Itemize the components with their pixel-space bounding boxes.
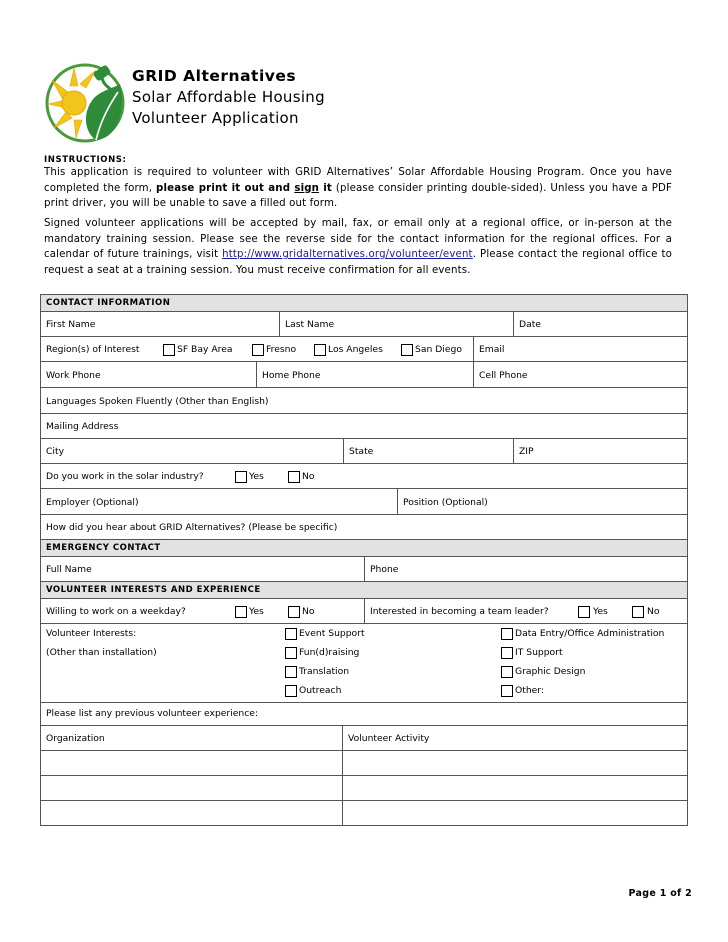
- solar-no-checkbox[interactable]: [288, 471, 300, 483]
- document-title: Volunteer Application: [132, 109, 299, 127]
- activity-input[interactable]: [342, 776, 687, 800]
- contact-section-header: CONTACT INFORMATION: [41, 295, 687, 312]
- mailing-address-field[interactable]: Mailing Address: [41, 414, 687, 439]
- activity-input[interactable]: [342, 751, 687, 775]
- home-phone-field[interactable]: Home Phone: [256, 362, 474, 387]
- employer-row: [41, 489, 687, 515]
- region-label: Region(s) of Interest: [46, 344, 140, 355]
- interest-fundraising-checkbox[interactable]: [285, 647, 297, 659]
- interest-graphic-design-checkbox[interactable]: [501, 666, 513, 678]
- zip-field[interactable]: ZIP: [513, 439, 687, 463]
- leader-no-checkbox[interactable]: [632, 606, 644, 618]
- interest-event-support-checkbox[interactable]: [285, 628, 297, 640]
- interests-row: Volunteer Interests: (Other than installation) Event Support Fun(d)raising Translation Outreach Data Entry/Office Administration IT Support Graphic Design Other:: [41, 624, 687, 703]
- solar-question: Do you work in the solar industry?: [46, 471, 204, 482]
- interest-it-support-checkbox[interactable]: [501, 647, 513, 659]
- organization-column-header: Organization: [46, 733, 105, 744]
- activity-input[interactable]: [342, 801, 687, 825]
- weekday-yes-checkbox[interactable]: [235, 606, 247, 618]
- region-row: Region(s) of Interest SF Bay Area Fresno Los Angeles San Diego Email: [41, 337, 687, 362]
- city-field[interactable]: City: [46, 446, 65, 457]
- emergency-section-header: EMERGENCY CONTACT: [41, 540, 687, 557]
- interest-data-entry-checkbox[interactable]: [501, 628, 513, 640]
- organization-input[interactable]: [41, 801, 342, 825]
- instructions-heading: INSTRUCTIONS:: [44, 155, 127, 165]
- application-form: [40, 294, 688, 826]
- position-field[interactable]: Position (Optional): [397, 489, 687, 514]
- hear-about-field[interactable]: How did you hear about GRID Alternatives? (Please be specific): [41, 515, 687, 540]
- state-field[interactable]: State: [343, 439, 514, 463]
- activity-column-header: Volunteer Activity: [342, 726, 687, 750]
- emergency-row: [41, 557, 687, 582]
- languages-field[interactable]: Languages Spoken Fluently (Other than English): [41, 388, 687, 414]
- phone-row: [41, 362, 687, 388]
- emergency-name-field[interactable]: Full Name: [46, 564, 92, 575]
- solar-industry-row: Do you work in the solar industry? Yes No: [41, 464, 687, 489]
- team-leader-question: Interested in becoming a team leader?: [370, 606, 549, 617]
- experience-entry-row: [41, 801, 687, 825]
- region-sd-checkbox[interactable]: [401, 344, 413, 356]
- date-field[interactable]: Date: [513, 312, 687, 336]
- emergency-phone-field[interactable]: Phone: [364, 557, 687, 581]
- region-la-checkbox[interactable]: [314, 344, 326, 356]
- email-field[interactable]: Email: [473, 337, 687, 361]
- training-calendar-link[interactable]: http://www.gridalternatives.org/volunteer/event: [222, 249, 473, 260]
- employer-field[interactable]: Employer (Optional): [46, 497, 139, 508]
- weekday-no-checkbox[interactable]: [288, 606, 300, 618]
- organization-input[interactable]: [41, 751, 342, 775]
- name-row: [41, 312, 687, 337]
- instructions-paragraph-2: Signed volunteer applications will be accepted by mail, fax, or email only at a regional office, or in-person at the mandatory training session. Please see the reverse side for the contact information for the regional offices. For a calendar of future trainings, visit http://www.gridalternatives.org/volunteer/event. Please contact the regional office to request a seat at a training session. You must receive confirmation for all events.: [44, 218, 672, 276]
- volunteer-section-header: VOLUNTEER INTERESTS AND EXPERIENCE: [41, 582, 687, 599]
- solar-yes-checkbox[interactable]: [235, 471, 247, 483]
- city-row: [41, 439, 687, 464]
- first-name-field[interactable]: First Name: [46, 319, 96, 330]
- interests-label: Volunteer Interests:: [46, 628, 137, 639]
- org-title: GRID Alternatives: [132, 67, 297, 85]
- last-name-field[interactable]: Last Name: [279, 312, 514, 336]
- experience-entry-row: [41, 751, 687, 776]
- page-number: Page 1 of 2: [628, 888, 692, 899]
- interests-sublabel: (Other than installation): [46, 647, 157, 658]
- team-leader-cell: Interested in becoming a team leader? Yes No: [364, 599, 687, 623]
- region-sf-checkbox[interactable]: [163, 344, 175, 356]
- leader-yes-checkbox[interactable]: [578, 606, 590, 618]
- grid-alternatives-logo: [44, 62, 126, 144]
- region-fresno-checkbox[interactable]: [252, 344, 264, 356]
- organization-input[interactable]: [41, 776, 342, 800]
- interest-outreach-checkbox[interactable]: [285, 685, 297, 697]
- availability-row: Willing to work on a weekday? Yes No Interested in becoming a team leader? Yes No: [41, 599, 687, 624]
- cell-phone-field[interactable]: Cell Phone: [473, 362, 687, 387]
- experience-entry-row: [41, 776, 687, 801]
- work-phone-field[interactable]: Work Phone: [46, 370, 101, 381]
- weekday-question: Willing to work on a weekday?: [46, 606, 186, 617]
- instructions-paragraph-1: This application is required to volunteer with GRID Alternatives’ Solar Affordable Housing Program. Once you have completed the form, please print it out and sign it (please consider printing double-sided). Unless you have a PDF print driver, you will be unable to save a filled out form.: [44, 167, 673, 209]
- interest-translation-checkbox[interactable]: [285, 666, 297, 678]
- experience-header-row: [41, 726, 687, 751]
- interest-other-checkbox[interactable]: [501, 685, 513, 697]
- previous-experience-label-row: Please list any previous volunteer experience:: [41, 703, 687, 726]
- program-title: Solar Affordable Housing: [132, 88, 325, 106]
